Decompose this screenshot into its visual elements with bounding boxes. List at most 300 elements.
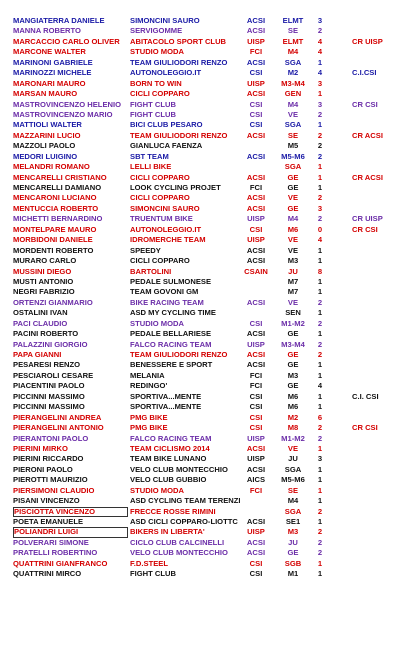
- table-row: [0, 465, 409, 475]
- category: M3: [287, 256, 299, 266]
- team-name: REDINGO': [130, 381, 168, 391]
- category: GE: [287, 350, 299, 359]
- category: M5-M6: [281, 151, 305, 161]
- athlete-name: PACI CLAUDIO: [13, 318, 68, 328]
- category: SE: [287, 130, 299, 140]
- note: [352, 277, 402, 287]
- table-row: [0, 402, 409, 412]
- category: JU: [288, 537, 298, 547]
- category: SGA: [284, 120, 302, 130]
- note: [352, 110, 402, 120]
- athlete-name: MENCARONI LUCIANO: [13, 193, 97, 203]
- team-name: VELO CLUB GUBBIO: [130, 475, 207, 485]
- organization: ACSI: [246, 443, 266, 453]
- points: 1: [317, 569, 323, 579]
- table-row: [0, 507, 409, 517]
- points: 2: [317, 350, 323, 359]
- organization: CSI: [249, 423, 263, 433]
- points: 1: [317, 391, 323, 401]
- team-name: BARTOLINI: [130, 266, 172, 276]
- organization: UISP: [247, 214, 265, 224]
- note: CR ACSI: [352, 130, 383, 140]
- organization: AICS: [246, 475, 266, 485]
- points: 3: [317, 78, 323, 88]
- note: [352, 402, 402, 412]
- organization: FCI: [249, 370, 263, 380]
- athlete-name: NEGRI FABRIZIO: [13, 287, 75, 297]
- athlete-name: PISCIOTTA VINCENZO: [13, 507, 128, 517]
- category: JU: [288, 266, 298, 276]
- table-row: [0, 496, 409, 506]
- organization: ACSI: [246, 89, 266, 99]
- category: SE1: [285, 517, 301, 526]
- athlete-name: QUATTRINI MIRCO: [13, 569, 82, 579]
- points: 1: [317, 308, 323, 318]
- organization: ACSI: [246, 548, 266, 558]
- points: 1: [317, 183, 323, 192]
- note: [352, 319, 402, 329]
- category: VE: [287, 193, 299, 203]
- table-row: [0, 548, 409, 558]
- category: GEN: [284, 89, 302, 99]
- points: 0: [317, 224, 323, 234]
- category: SGA: [284, 162, 302, 172]
- organization: ACSI: [246, 57, 266, 67]
- note: C.I.CSI: [352, 68, 377, 78]
- table-row: [0, 26, 409, 36]
- category: M2: [287, 68, 299, 78]
- category: M3: [287, 370, 299, 380]
- table-row: [0, 58, 409, 68]
- athlete-name: PIERANGELINI ANDREA: [13, 412, 102, 422]
- points: 1: [317, 276, 323, 286]
- note: [352, 26, 402, 36]
- team-name: VELO CLUB MONTECCHIO: [130, 548, 228, 558]
- points: 2: [317, 423, 323, 433]
- note: [352, 246, 402, 256]
- table-row: [0, 360, 409, 370]
- team-name: TEAM GOVONI GM: [130, 287, 199, 297]
- athlete-name: MASTROVINCENZO HELENIO: [13, 99, 122, 109]
- team-name: MELANIA: [130, 370, 165, 380]
- category: M6: [287, 224, 299, 234]
- team-name: BIKE RACING TEAM: [130, 297, 204, 307]
- athlete-name: MARINONI GABRIELE: [13, 57, 93, 67]
- organization: CSI: [249, 224, 263, 234]
- team-name: SBT TEAM: [130, 151, 169, 161]
- team-name: PMG BIKE: [130, 412, 168, 422]
- points: 2: [317, 548, 323, 558]
- note: [352, 141, 402, 151]
- organization: [241, 287, 271, 297]
- table-row: [0, 277, 409, 287]
- category: M8: [287, 423, 299, 433]
- organization: ACSI: [246, 245, 266, 255]
- table-row: [0, 37, 409, 47]
- table-row: [0, 308, 409, 318]
- note: [352, 381, 402, 391]
- table-row: [0, 256, 409, 266]
- team-name: AUTONOLEGGIO.IT: [130, 68, 202, 78]
- table-row: [0, 329, 409, 339]
- points: 4: [317, 235, 323, 245]
- team-name: SIMONCINI SAURO: [130, 16, 200, 25]
- athlete-name: MANNA ROBERTO: [13, 26, 81, 36]
- points: 2: [317, 109, 323, 119]
- athlete-name: OSTALINI IVAN: [13, 308, 68, 318]
- team-name: FIGHT CLUB: [130, 569, 176, 579]
- organization: CSI: [249, 558, 263, 568]
- table-row: [0, 454, 409, 464]
- team-name: LELLI BIKE: [130, 162, 172, 172]
- athlete-name: PICCINNI MASSIMO: [13, 402, 85, 412]
- table-row: [0, 235, 409, 245]
- points: 1: [317, 89, 323, 99]
- category: ELMT: [282, 16, 304, 25]
- athlete-name: PALAZZINI GIORGIO: [13, 339, 88, 349]
- note: [352, 350, 402, 360]
- points: 1: [317, 370, 323, 380]
- points: 1: [317, 443, 323, 453]
- team-name: CICLI COPPARO: [130, 172, 190, 182]
- athlete-name: MENTUCCIA ROBERTO: [13, 203, 99, 213]
- organization: ACSI: [246, 350, 266, 359]
- organization: FCI: [249, 381, 263, 391]
- category: M1-M2: [281, 433, 305, 443]
- organization: FCI: [249, 47, 263, 57]
- note: [352, 256, 402, 266]
- athlete-name: POLIANDRI LUIGI: [13, 527, 128, 537]
- organization: CSI: [249, 109, 263, 119]
- category: SE: [287, 26, 299, 36]
- athlete-name: PIERINI RICCARDO: [13, 454, 84, 464]
- organization: UISP: [247, 527, 265, 537]
- category: SGA: [284, 506, 302, 516]
- table-row: [0, 89, 409, 99]
- points: 1: [317, 360, 323, 370]
- team-name: BORN TO WIN: [130, 78, 182, 88]
- points: 2: [317, 141, 323, 151]
- athlete-name: MURARO CARLO: [13, 256, 77, 266]
- category: GE: [287, 381, 299, 391]
- points: 1: [317, 256, 323, 266]
- note: [352, 559, 402, 569]
- table-row: [0, 434, 409, 444]
- athlete-name: MASTROVINCENZO MARIO: [13, 109, 113, 119]
- points: 1: [317, 464, 323, 474]
- note: [352, 569, 402, 579]
- team-name: FALCO RACING TEAM: [130, 433, 212, 443]
- team-name: PEDALE SULMONESE: [130, 276, 212, 286]
- organization: CSI: [249, 412, 263, 422]
- category: M5-M6: [281, 475, 305, 485]
- category: M2: [287, 412, 299, 422]
- table-row: [0, 110, 409, 120]
- organization: [241, 507, 271, 517]
- athlete-name: MATTIOLI WALTER: [13, 120, 82, 130]
- athlete-name: PAPA GIANNI: [13, 350, 62, 359]
- athlete-name: PICCINNI MASSIMO: [13, 391, 85, 401]
- category: GE: [287, 172, 299, 182]
- category: GE: [287, 203, 299, 213]
- points: 2: [317, 318, 323, 328]
- points: 2: [317, 433, 323, 443]
- table-row: [0, 141, 409, 151]
- points: 1: [317, 287, 323, 297]
- athlete-name: PIERANTONI PAOLO: [13, 433, 89, 443]
- table-row: [0, 287, 409, 297]
- team-name: AUTONOLEGGIO.IT: [130, 224, 202, 234]
- team-name: TEAM BIKE LUNANO: [130, 454, 207, 464]
- points: 3: [317, 99, 323, 109]
- organization: CSI: [249, 391, 263, 401]
- category: M7: [287, 276, 299, 286]
- note: [352, 89, 402, 99]
- organization: ACSI: [246, 464, 266, 474]
- athlete-name: MORDENTI ROBERTO: [13, 245, 94, 255]
- team-name: FIGHT CLUB: [130, 109, 176, 119]
- category: ELMT: [282, 36, 304, 46]
- note: [352, 465, 402, 475]
- team-name: VELO CLUB MONTECCHIO: [130, 464, 228, 474]
- organization: ACSI: [246, 256, 266, 266]
- category: SE: [287, 485, 299, 495]
- note: [352, 360, 402, 370]
- team-name: STUDIO MODA: [130, 47, 184, 57]
- athlete-name: PIERINI MIRKO: [13, 443, 68, 453]
- table-row: [0, 68, 409, 78]
- results-table: [0, 16, 409, 580]
- points: 4: [317, 47, 323, 57]
- organization: CSAIN: [244, 266, 268, 276]
- table-row: [0, 392, 409, 402]
- athlete-name: MUSTI ANTONIO: [13, 276, 74, 286]
- points: 4: [317, 68, 323, 78]
- team-name: SERVIGOMME: [130, 26, 183, 36]
- team-name: BENESSERE E SPORT: [130, 360, 213, 370]
- points: 2: [317, 506, 323, 516]
- points: 2: [317, 26, 323, 36]
- note: [352, 444, 402, 454]
- category: M1: [287, 569, 299, 579]
- table-row: [0, 444, 409, 454]
- table-row: [0, 423, 409, 433]
- organization: ACSI: [246, 172, 266, 182]
- points: 3: [317, 203, 323, 213]
- note: [352, 183, 402, 193]
- athlete-name: PIACENTINI PAOLO: [13, 381, 85, 391]
- category: M4: [287, 99, 299, 109]
- team-name: STUDIO MODA: [130, 485, 184, 495]
- points: 1: [317, 402, 323, 412]
- points: 1: [317, 475, 323, 485]
- table-row: [0, 350, 409, 360]
- table-row: [0, 267, 409, 277]
- team-name: CICLI COPPARO: [130, 256, 190, 266]
- organization: [241, 162, 271, 172]
- note: [352, 340, 402, 350]
- team-name: BIKERS IN LIBERTA': [130, 527, 205, 537]
- athlete-name: POLVERARI SIMONE: [13, 537, 89, 547]
- organization: [241, 496, 271, 506]
- note: [352, 496, 402, 506]
- table-row: [0, 517, 409, 527]
- table-row: [0, 246, 409, 256]
- team-name: TEAM GIULIODORI RENZO: [130, 350, 228, 359]
- organization: ACSI: [246, 151, 266, 161]
- table-row: [0, 559, 409, 569]
- team-name: SIMONCINI SAURO: [130, 203, 200, 213]
- category: M4: [287, 496, 299, 506]
- points: 2: [317, 151, 323, 161]
- organization: ACSI: [246, 297, 266, 307]
- table-row: [0, 569, 409, 579]
- team-name: LOOK CYCLING PROJET: [130, 183, 221, 192]
- note: [352, 486, 402, 496]
- team-name: CICLI COPPARO: [130, 193, 190, 203]
- note: [352, 413, 402, 423]
- note: CR UISP: [352, 36, 383, 46]
- athlete-name: MENCARELLI DAMIANO: [13, 183, 102, 192]
- points: 1: [317, 485, 323, 495]
- athlete-name: MONTELPARE MAURO: [13, 224, 97, 234]
- points: 8: [317, 266, 323, 276]
- points: 2: [317, 537, 323, 547]
- table-row: [0, 214, 409, 224]
- organization: [241, 277, 271, 287]
- category: M5: [287, 141, 299, 151]
- note: [352, 235, 402, 245]
- table-row: [0, 225, 409, 235]
- team-name: ASD CICLI COPPARO-LIOTTC: [130, 517, 238, 526]
- table-row: [0, 340, 409, 350]
- note: [352, 298, 402, 308]
- athlete-name: PRATELLI ROBERTINO: [13, 548, 98, 558]
- note: [352, 79, 402, 89]
- organization: CSI: [249, 99, 263, 109]
- organization: UISP: [247, 339, 265, 349]
- points: 2: [317, 193, 323, 203]
- points: 2: [317, 297, 323, 307]
- athlete-name: MANGIATERRA DANIELE: [13, 16, 105, 25]
- table-row: [0, 47, 409, 57]
- note: [352, 162, 402, 172]
- athlete-name: PIERSIMONI CLAUDIO: [13, 485, 95, 495]
- organization: UISP: [247, 78, 265, 88]
- note: [352, 120, 402, 130]
- category: M7: [287, 287, 299, 297]
- category: M3-M4: [281, 339, 305, 349]
- organization: FCI: [249, 183, 263, 192]
- table-row: [0, 371, 409, 381]
- note: [352, 371, 402, 381]
- table-row: [0, 381, 409, 391]
- category: GE: [287, 548, 299, 558]
- organization: UISP: [247, 454, 265, 464]
- organization: CSI: [249, 68, 263, 78]
- table-row: [0, 183, 409, 193]
- table-row: [0, 319, 409, 329]
- team-name: CICLO CLUB CALCINELLI: [130, 537, 225, 547]
- organization: ACSI: [246, 16, 266, 25]
- points: 1: [317, 245, 323, 255]
- note: [352, 204, 402, 214]
- category: M3-M4: [281, 78, 305, 88]
- organization: ACSI: [246, 203, 266, 213]
- athlete-name: MELANDRI ROMANO: [13, 162, 90, 172]
- athlete-name: PACINI ROBERTO: [13, 329, 79, 339]
- team-name: SPEEDY: [130, 245, 161, 255]
- category: VE: [287, 297, 299, 307]
- organization: UISP: [247, 235, 265, 245]
- athlete-name: MICHETTI BERNARDINO: [13, 214, 103, 224]
- points: 1: [317, 558, 323, 568]
- athlete-name: PISANI VINCENZO: [13, 496, 80, 506]
- table-row: [0, 162, 409, 172]
- team-name: PMG BIKE: [130, 423, 168, 433]
- note: [352, 287, 402, 297]
- organization: ACSI: [246, 26, 266, 36]
- category: GE: [287, 183, 299, 192]
- table-row: [0, 120, 409, 130]
- points: 3: [317, 454, 323, 464]
- points: 4: [317, 381, 323, 391]
- team-name: BICI CLUB PESARO: [130, 120, 203, 130]
- athlete-name: PESCIAROLI CESARE: [13, 370, 94, 380]
- category: GE: [287, 360, 299, 370]
- table-row: [0, 486, 409, 496]
- note: [352, 507, 402, 517]
- table-row: [0, 413, 409, 423]
- category: VE: [287, 443, 299, 453]
- organization: CSI: [249, 402, 263, 412]
- category: VE: [287, 109, 299, 119]
- athlete-name: PIEROTTI MAURIZIO: [13, 475, 88, 485]
- table-row: [0, 204, 409, 214]
- category: SGB: [284, 558, 302, 568]
- organization: CSI: [249, 120, 263, 130]
- athlete-name: MARCACCIO CARLO OLIVER: [13, 36, 120, 46]
- team-name: TEAM CICLISMO 2014: [130, 443, 210, 453]
- category: VE: [287, 245, 299, 255]
- points: 2: [317, 527, 323, 537]
- organization: CSI: [249, 569, 263, 579]
- team-name: TEAM GIULIODORI RENZO: [130, 130, 228, 140]
- organization: CSI: [249, 318, 263, 328]
- team-name: TEAM GIULIODORI RENZO: [130, 57, 228, 67]
- note: C.I. CSI: [352, 391, 379, 401]
- team-name: CICLI COPPARO: [130, 89, 190, 99]
- note: CR CSI: [352, 224, 378, 234]
- table-row: [0, 16, 409, 26]
- table-row: [0, 193, 409, 203]
- team-name: ABITACOLO SPORT CLUB: [130, 36, 227, 46]
- athlete-name: MARINOZZI MICHELE: [13, 68, 92, 78]
- points: 1: [317, 162, 323, 172]
- team-name: FRECCE ROSSE RIMINI: [130, 506, 216, 516]
- table-row: [0, 298, 409, 308]
- note: [352, 538, 402, 548]
- athlete-name: MUSSINI DIEGO: [13, 266, 72, 276]
- athlete-name: PIERONI PAOLO: [13, 464, 73, 474]
- points: 1: [317, 496, 323, 506]
- category: M6: [287, 391, 299, 401]
- organization: [241, 308, 271, 318]
- table-row: [0, 131, 409, 141]
- table-row: [0, 100, 409, 110]
- table-row: [0, 538, 409, 548]
- category: M1-M2: [281, 318, 305, 328]
